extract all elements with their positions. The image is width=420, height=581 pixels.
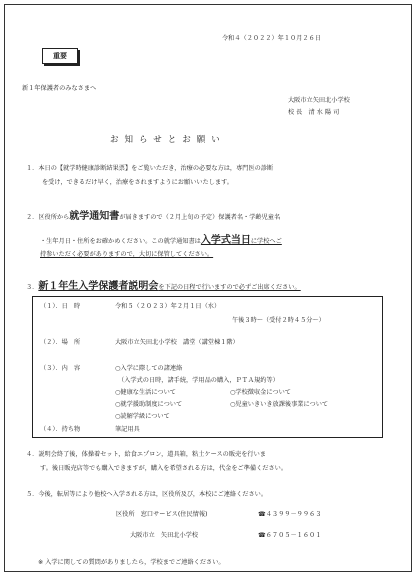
item2-line2-emphasis: 入学式当日 (200, 235, 251, 246)
items-value: 筆記用具 (115, 426, 140, 433)
content-item-4: ○就学援助制度について (115, 401, 183, 408)
item2-emphasis: 就学通知書 (69, 211, 120, 222)
time-value: 午後３時～（受付２時４５分～） (232, 317, 325, 324)
item2-suffix: が届きますので（２月上旬の予定）保護者名・学齢児童名 (119, 214, 281, 221)
footer-note: ※ 入学に関しての質問がありましたら，学校までご連絡ください。 (38, 559, 225, 566)
item4-line2: す。後日販売店等でも購入できますが，購入を希望される方は，代金をご準備ください。 (40, 465, 288, 472)
item1-line2: を受け，できるだけ早く，治療をされますようにお願いいたします。 (42, 179, 233, 186)
contact1-phone: ☎４３９９－９９６３ (258, 511, 322, 518)
item3-emphasis: 新１年生入学保護者説明会 (38, 281, 159, 292)
item5-line1: ５．今後，転居等により他校へ入学される方は，区役所及び，本校にご連絡ください。 (26, 491, 268, 498)
item3-suffix: を下記の日程で行いますので必ずご出席ください。 (158, 284, 301, 291)
important-label: 重要 (42, 48, 78, 64)
content-item-2: ○健康な生活について (115, 389, 176, 396)
item2-line2 (40, 236, 282, 246)
content-label: （３）．内 容 (40, 365, 81, 372)
date-value: 令和５（２０２３）年２月１日（水） (115, 303, 221, 310)
item2-line2-suffix: に学校へご (250, 238, 282, 245)
item4-line1: ４．説明会終了後，体操着セット，給食エプロン，道具箱，粘土ケースの販売を行いま (26, 451, 266, 458)
place-label: （２）．場 所 (40, 339, 81, 346)
event-info-box (32, 296, 383, 438)
issue-date: 令和４（２０２２）年１０月２６日 (222, 35, 321, 42)
item2-line3: 持参いただく必要がありますので，大切に保管してください。 (40, 251, 214, 258)
contact1-name: 区役所 窓口サービス(住民情報) (116, 511, 208, 518)
content-item-5: ○児童いきいき放課後事業について (230, 401, 329, 408)
item1-line1: １．本日の【就学時健康診断結果票】をご覧いただき，治療の必要な方は，専門医の診断 (26, 165, 274, 172)
contact2-name: 大阪市立 矢田北小学校 (130, 532, 199, 539)
content-item-6: ○読解学級について (115, 413, 170, 420)
item2-prefix: ２．区役所から (26, 214, 70, 221)
item3-prefix: ３． (26, 284, 39, 291)
content-item-1-sub: （入学式の日時，諸手続，学用品の購入，ＰＴＡ規約等） (118, 377, 279, 384)
school-name: 大阪市立矢田北小学校 (288, 97, 350, 104)
contact2-phone: ☎６７０５－１６０１ (258, 532, 322, 539)
item2-line1 (26, 212, 280, 222)
item2-line2-prefix: ・生年月日・住所をお確かめください。この就学通知書は (40, 238, 201, 245)
content-item-3: ○学校徴収金について (230, 389, 291, 396)
place-value: 大阪市立矢田北小学校 講堂（講堂棟１階） (115, 339, 239, 346)
content-item-1: ○入学に際しての諸連絡 (115, 365, 183, 372)
date-label: （１）．日 時 (40, 303, 81, 310)
page-title: お知らせとお願い (110, 135, 226, 145)
items-label: （４）．持ち物 (40, 426, 81, 433)
principal-name: 校 長 清 水 陽 司 (288, 109, 340, 116)
recipient: 新１年保護者のみなさまへ (22, 85, 97, 92)
item3-heading (26, 282, 301, 292)
